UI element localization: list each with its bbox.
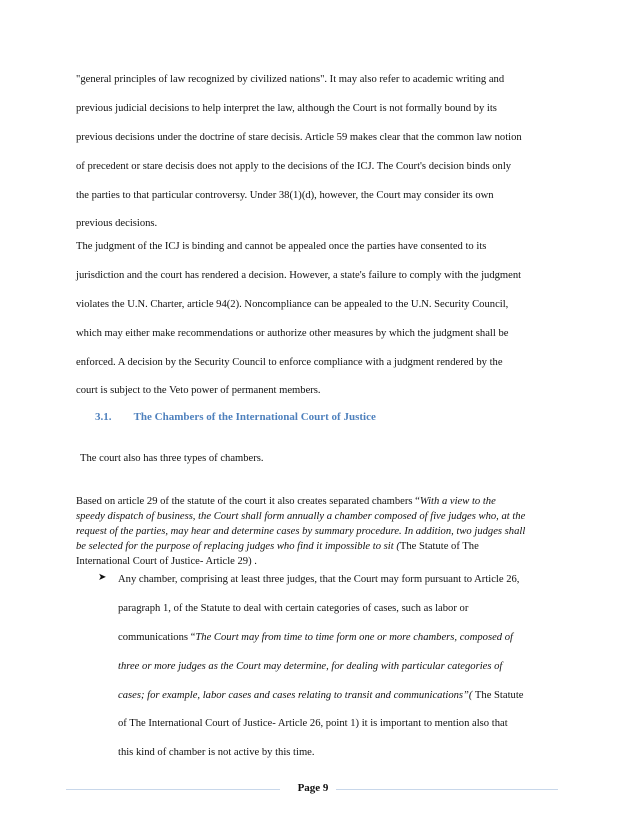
text-span: communications “ (118, 631, 196, 643)
paragraph-chamber-types: The court also has three types of chambers. (80, 453, 264, 464)
text-line: of precedent or stare decisis does not apply to the decisions of the ICJ. The Court's decision binds only (76, 160, 512, 172)
text-line (98, 688, 548, 717)
text-line: The judgment of the ICJ is binding and cannot be appealed once the parties have consented to its (76, 241, 487, 252)
paragraph-precedent (76, 72, 562, 245)
text-span: The Statute (472, 689, 524, 701)
quote-span: The Court may from time to time form one or more chambers, composed of (195, 631, 513, 643)
text-line: previous judicial decisions to help interpret the law, although the Court is not formally bound by its (76, 102, 497, 114)
text-line: International Court of Justice- Article 29) . (76, 556, 257, 567)
text-line: Any chamber, comprising at least three judges, that the Court may form pursuant to Article 26, (118, 574, 520, 585)
text-line (76, 509, 562, 524)
quote-span: With a view to the (419, 496, 496, 507)
section-number: 3.1. (95, 411, 112, 423)
text-line: violates the U.N. Charter, article 94(2). Noncompliance can be appealed to the U.N. Security Council, (76, 298, 509, 310)
text-line (98, 630, 548, 659)
text-line: court is subject to the Veto power of permanent members. (76, 385, 321, 397)
bullet-item-article-26 (98, 572, 548, 774)
text-line (76, 494, 562, 509)
text-line: previous decisions under the doctrine of stare decisis. Article 59 makes clear that the common law notion (76, 131, 522, 143)
text-span: Based on article 29 of the statute of the court it also creates separated chambers “ (76, 496, 420, 507)
paragraph-article-29 (76, 494, 562, 569)
text-line: paragraph 1, of the Statute to deal with certain categories of cases, such as labor or (118, 602, 469, 614)
footer-rule-right (336, 789, 558, 790)
text-line: "general principles of law recognized by civilized nations". It may also refer to academic writing and (76, 74, 505, 85)
text-line (76, 539, 562, 554)
text-line: the parties to that particular controversy. Under 38(1)(d), however, the Court may consider its own (76, 189, 494, 201)
section-title: The Chambers of the International Court of Justice (133, 411, 376, 423)
text-line: enforced. A decision by the Security Council to enforce compliance with a judgment rendered by the (76, 356, 503, 368)
quote-span: cases; for example, labor cases and cases relating to transit and communications”( (118, 689, 473, 701)
text-line: which may either make recommendations or authorize other measures by which the judgment shall be (76, 327, 509, 339)
text-line (98, 659, 548, 688)
text-span: The Statute of The (399, 541, 479, 552)
text-line: previous decisions. (76, 218, 158, 230)
text-line: this kind of chamber is not active by this time. (118, 747, 315, 759)
page-footer (66, 782, 560, 796)
page-number: Page 9 (297, 782, 329, 794)
quote-span: three or more judges as the Court may determine, for dealing with particular categories of (118, 660, 503, 672)
quote-span: be selected for the purpose of replacing judges who find it impossible to sit ( (76, 541, 400, 552)
paragraph-binding-judgment (76, 239, 562, 412)
text-line (76, 524, 562, 539)
text-line: jurisdiction and the court has rendered a decision. However, a state's failure to comply with the judgment (76, 269, 522, 281)
text-line: of The International Court of Justice- Article 26, point 1) it is important to mention also that (118, 718, 508, 730)
section-heading (95, 411, 376, 423)
quote-span: speedy dispatch of business, the Court shall form annually a chamber composed of five judges who, at the (76, 511, 526, 522)
arrow-bullet-icon: ➤ (98, 572, 107, 583)
quote-span: request of the parties, may hear and determine cases by summary procedure. In addition, two judges shall (76, 526, 526, 537)
